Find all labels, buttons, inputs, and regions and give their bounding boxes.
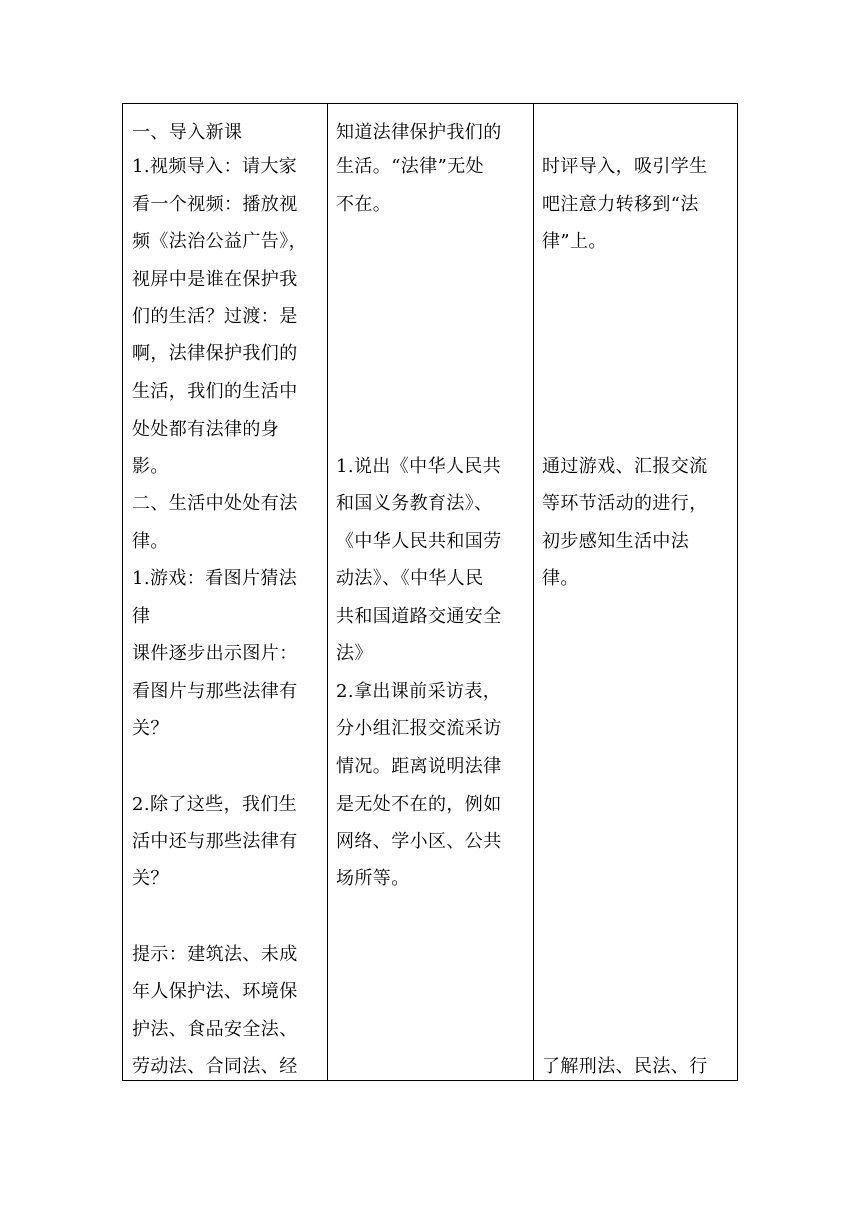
text-line: 2.除了这些，我们生 — [132, 794, 298, 815]
text-line: 和国义务教育法》、 — [336, 493, 493, 514]
text-line: 《中华人民共和国劳 — [336, 531, 502, 552]
text-line: 初步感知生活中法 — [542, 531, 690, 552]
text-line: 关？ — [132, 718, 169, 739]
text-line: 啊，法律保护我们的 — [132, 343, 298, 364]
text-line: 1.游戏：看图片猜法 — [132, 568, 298, 589]
text-line: 等环节活动的进行， — [542, 493, 708, 514]
text-line: 律”上。 — [542, 231, 607, 252]
student-activity-cell — [327, 104, 533, 1080]
lesson-plan-table — [122, 103, 738, 1081]
text-line: 2.拿出课前采访表， — [336, 681, 502, 702]
text-line: 生活，我们的生活中 — [132, 381, 298, 402]
text-line: 提示：建筑法、未成 — [132, 944, 298, 965]
text-line: 情况。距离说明法律 — [336, 756, 502, 777]
text-line: 时评导入，吸引学生 — [542, 156, 708, 177]
text-line: 频《法治公益广告》， — [132, 231, 307, 252]
text-line: 1.视频导入：请大家 — [132, 156, 298, 177]
text-line: 网络、学小区、公共 — [336, 831, 502, 852]
text-line: 共和国道路交通安全 — [336, 606, 502, 627]
text-line: 们的生活？过渡：是 — [132, 306, 298, 327]
text-line: 课件逐步出示图片： — [132, 643, 298, 664]
text-line: 年人保护法、环境保 — [132, 981, 298, 1002]
text-line: 吧注意力转移到“法 — [542, 194, 699, 215]
teaching-process-cell — [123, 104, 327, 1080]
text-line: 动法》、《中华人民 — [336, 568, 484, 589]
text-line: 看一个视频：播放视 — [132, 194, 298, 215]
text-line: 影。 — [132, 456, 169, 477]
text-line: 活中还与那些法律有 — [132, 831, 298, 852]
text-line: 法》 — [336, 643, 373, 664]
text-line: 通过游戏、汇报交流 — [542, 456, 708, 477]
text-line: 生活。“法律”无处 — [336, 156, 485, 177]
text-line: 律 — [132, 606, 151, 627]
text-line: 是无处不在的，例如 — [336, 794, 502, 815]
design-intent-cell — [533, 104, 739, 1080]
text-line: 了解刑法、民法、行 — [542, 1056, 708, 1077]
text-line: 关？ — [132, 868, 169, 889]
text-line: 一、导入新课 — [132, 122, 243, 143]
text-line: 看图片与那些法律有 — [132, 681, 298, 702]
text-line: 1.说出《中华人民共 — [336, 456, 502, 477]
text-line: 劳动法、合同法、经 — [132, 1056, 298, 1077]
text-line: 分小组汇报交流采访 — [336, 718, 502, 739]
text-line: 律。 — [542, 568, 579, 589]
text-line: 二、生活中处处有法 — [132, 493, 298, 514]
text-line: 知道法律保护我们的 — [336, 122, 502, 143]
text-line: 场所等。 — [336, 868, 410, 889]
text-line: 处处都有法律的身 — [132, 419, 280, 440]
text-line: 不在。 — [336, 194, 392, 215]
text-line: 视屏中是谁在保护我 — [132, 269, 298, 290]
text-line: 律。 — [132, 531, 169, 552]
text-line: 护法、食品安全法、 — [132, 1019, 298, 1040]
